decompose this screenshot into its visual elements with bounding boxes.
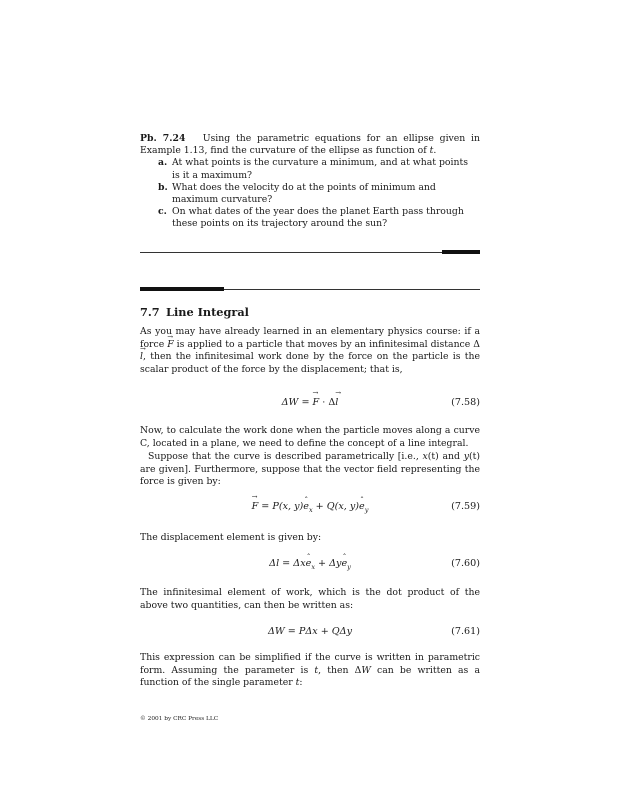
equation-7-60: Δl = Δxˆ $e_x$ + Δyˆ $e_y$ (7.60) (140, 558, 480, 572)
problem-label: Pb. 7.24 (140, 133, 186, 144)
equation-7-59: → F = P(x, y)ˆ $e_x + Q(x$, y)ˆ $e_y$ (7.59) (140, 501, 480, 515)
subquestion-b: b. What does the velocity do at the points of minimum and maximum curvature? (158, 181, 436, 206)
subquestion-a: a. At what points is the curvature a minimum, and at what points is it a maximum? (158, 157, 468, 181)
problem-7-24 (140, 133, 480, 231)
equation-number: (7.60) (451, 558, 480, 569)
equation-7-61: ΔW = PΔx + QΔy (7.61) (267, 626, 480, 637)
equation-number: (7.59) (451, 501, 480, 512)
problems-end-mark (442, 250, 480, 254)
equation-number: (7.61) (451, 626, 480, 637)
problem-statement: Pb. 7.24 Using the parametric equations for an ellipse given in Example 1.13, find the curvature of the ellipse as function of t. (140, 133, 480, 157)
paragraph-parametric-curve: Suppose that the curve is described parametrically [i.e., x(t) and y(t) are given]. Furthermore, suppose that the vector field representing the force is given by: (140, 451, 480, 488)
copyright-footer: © 2001 by CRC Press LLC (140, 716, 219, 722)
paragraph-displacement: The displacement element is given by: (140, 532, 322, 543)
equation-7-58: ΔW = → F · Δ→ l (7.58) (140, 397, 480, 411)
section-start-mark (140, 287, 224, 291)
paragraph-work-element: The infinitesimal element of work, which is the dot product of the above two quantities, can then be written as: (140, 587, 480, 611)
section-heading (140, 305, 249, 319)
paragraph-parametric-simplification: This expression can be simplified if the curve is written in parametric form. Assuming the parameter is t, then ΔW can be written as a function of the single parameter t: (140, 652, 480, 689)
section-number: 7.7 (140, 305, 160, 319)
section-title: Line Integral (166, 305, 249, 319)
paragraph-force-work: As you may have already learned in an elementary physics course: if a force → F is applied to a particle that moves by an infinitesimal distance Δ→ l, then the infinitesimal work done by the force on the particle is the scalar product of the force by the displacement; that is, (140, 326, 480, 376)
section-start-rule (224, 289, 480, 290)
equation-number: (7.58) (451, 397, 480, 408)
paragraph-line-integral-intro: Now, to calculate the work done when the particle moves along a curve C, located in a plane, we need to define the concept of a line integral. (140, 425, 480, 449)
subquestion-c: c. On what dates of the year does the planet Earth pass through these points on its trajectory around the sun? (158, 206, 464, 230)
page (140, 0, 480, 800)
problems-end-rule (140, 252, 480, 253)
problem-subquestions (140, 157, 480, 230)
